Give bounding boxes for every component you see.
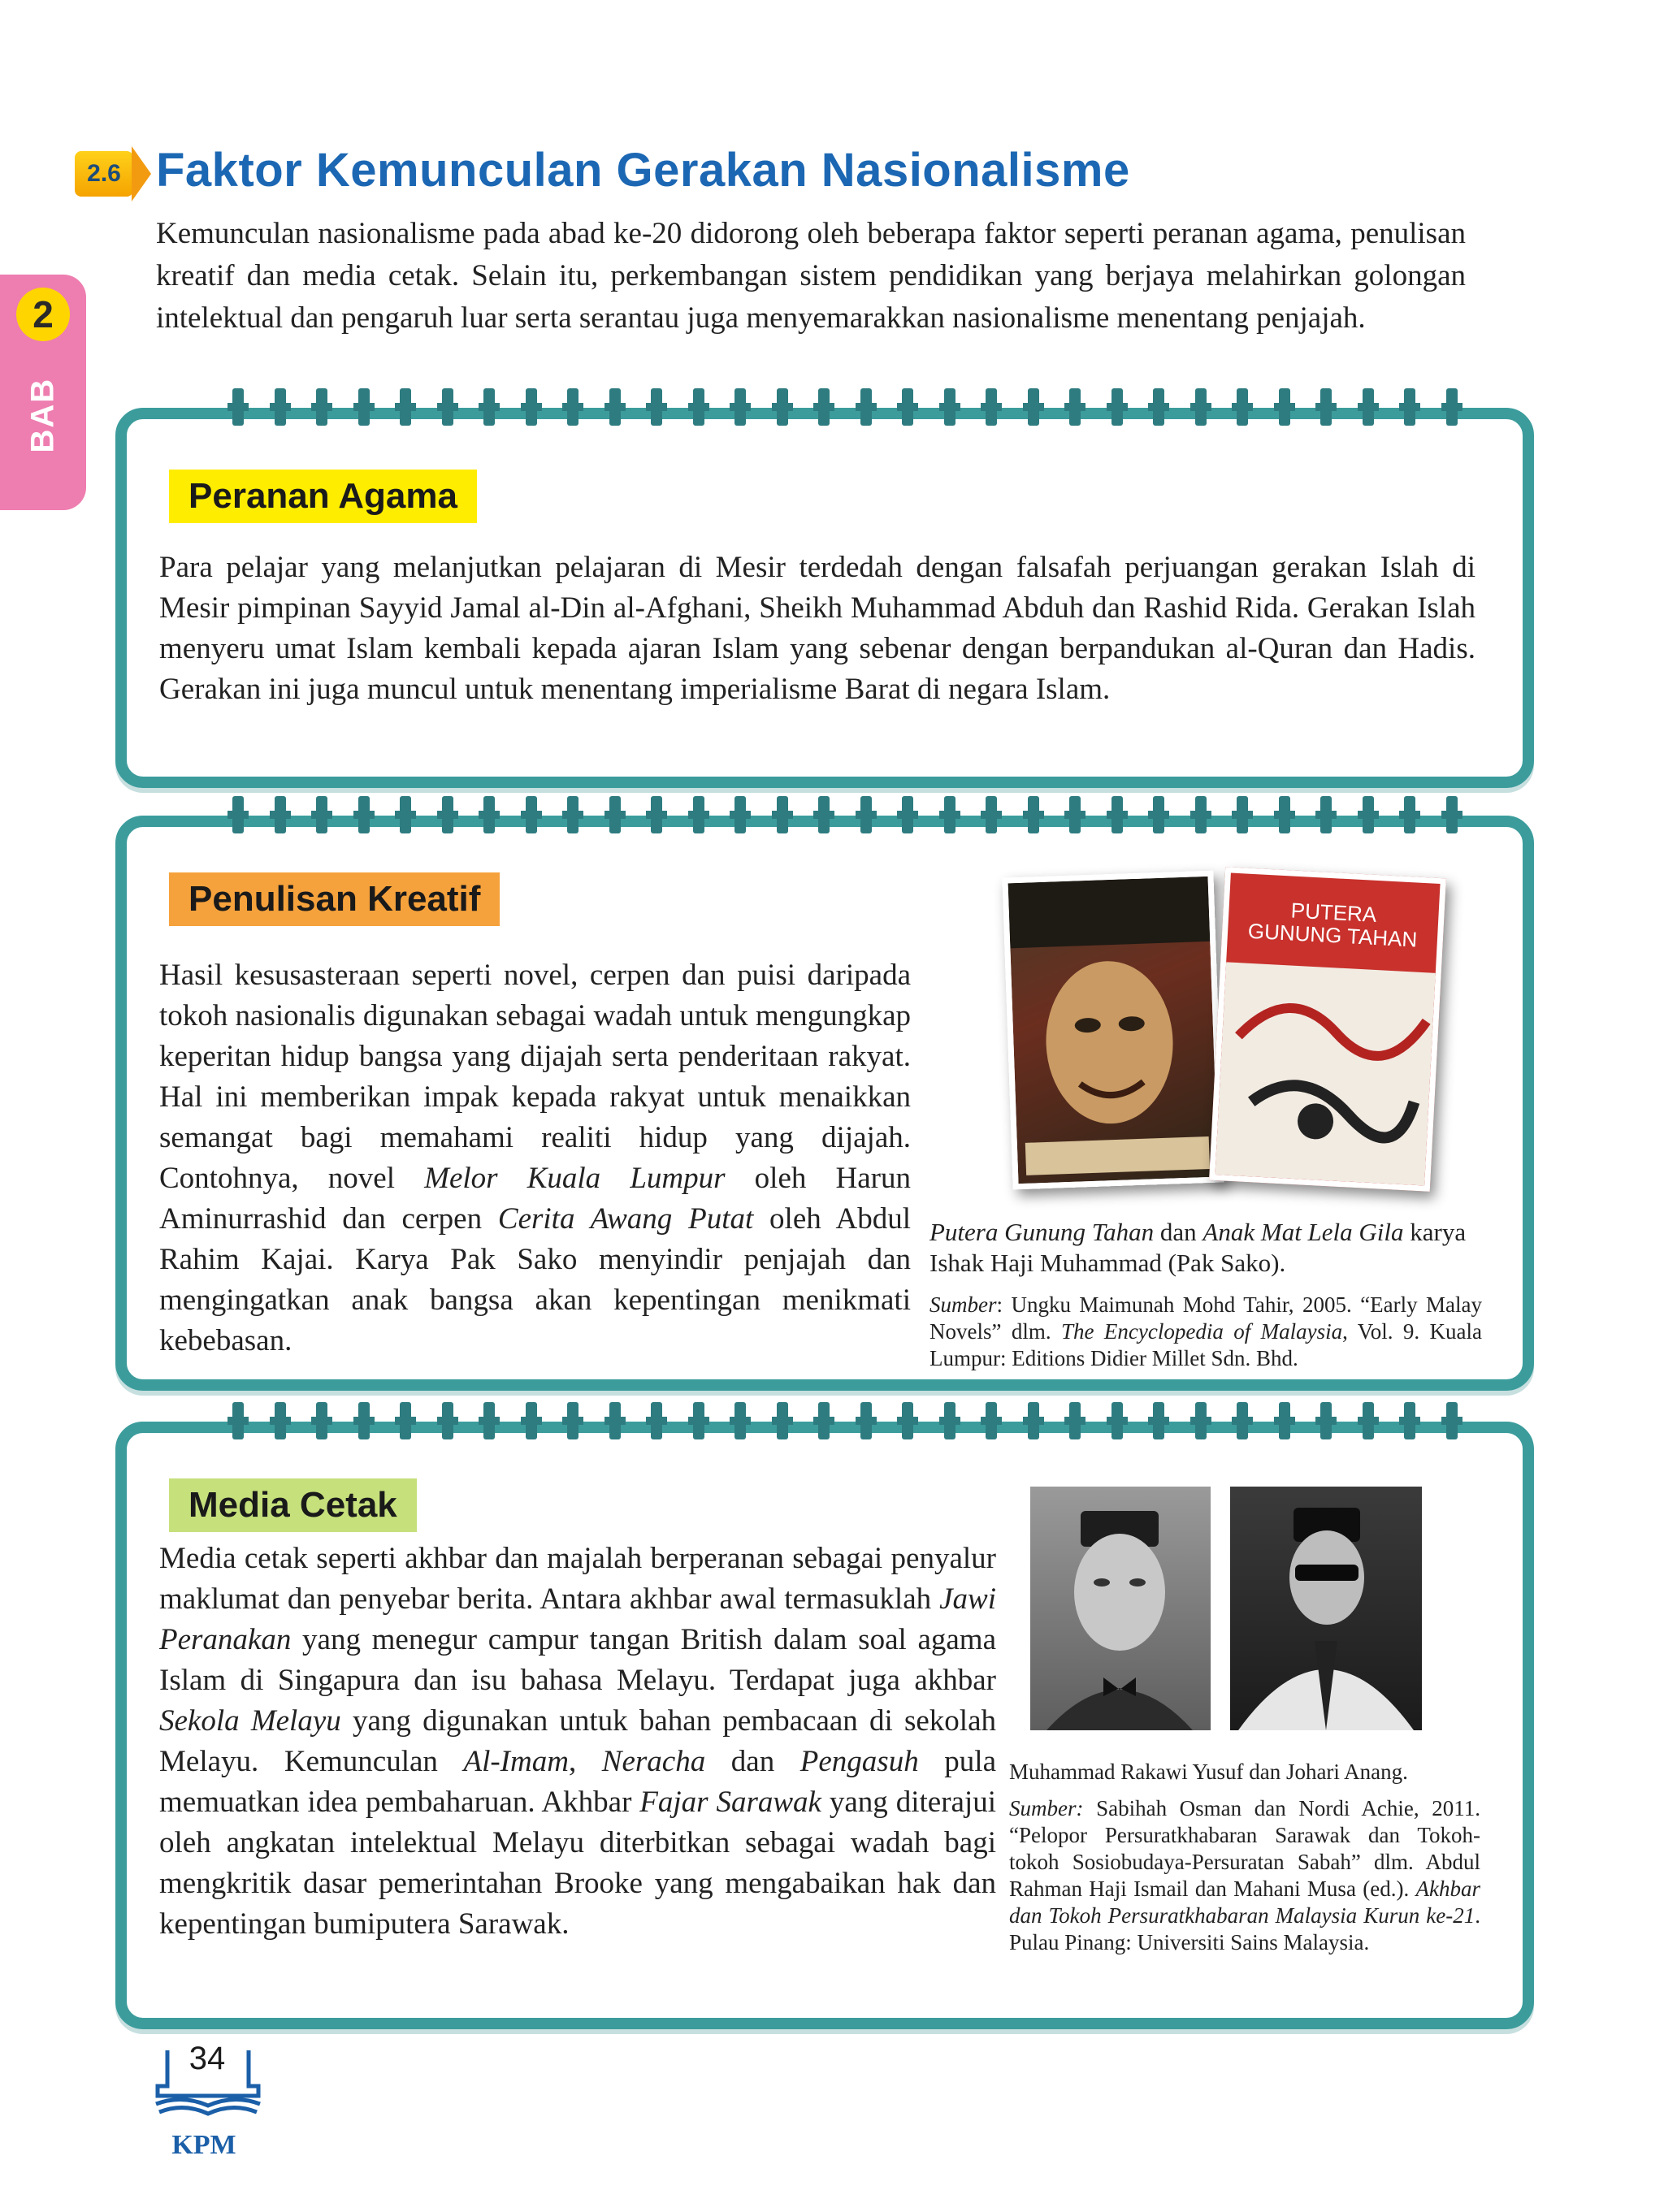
notebook-rings <box>232 1402 1458 1439</box>
chapter-tab[interactable] <box>0 275 86 510</box>
media-cetak-text: Media cetak seperti akhbar dan majalah berperanan sebagai penyalur maklumat dan penyebar berita. Antara akhbar awal termasuklah Jawi Peranakan yang menegur campur tangan British dalam soal agama Islam di Singapura dan isu bahasa Melayu. Terdapat juga akhbar Sekola Melayu yang digunakan untuk bahan pembacaan di sekolah Melayu. Kemunculan Al-Imam, Neracha dan Pengasuh pula memuatkan idea pembaharuan. Akhbar Fajar Sarawak yang diterajui oleh angkatan intelektual Melayu diterbitkan sebagai wadah bagi mengkritik dasar pemerintahan Brooke yang mengabaikan hak dan kepentingan bumiputera Sarawak. <box>159 1542 996 1941</box>
photos-source: Sumber: Sabihah Osman dan Nordi Achie, 2011. “Pelopor Persuratkhabaran Sarawak dan Tokoh-tokoh Sosiobudaya-Persuratan Sabah” dlm. Abdul Rahman Haji Ismail dan Mahani Musa (ed.). Akhbar dan Tokoh Persuratkhabaran Malaysia Kurun ke-21. Pulau Pinang: Universiti Sains Malaysia. <box>1009 1796 1480 1954</box>
section-number-badge: 2.6 <box>75 151 133 197</box>
books-source: Sumber: Ungku Maimunah Mohd Tahir, 2005. “Early Malay Novels” dlm. The Encyclopedia of Malaysia, Vol. 9. Kuala Lumpur: Editions Didier Millet Sdn. Bhd. <box>930 1292 1483 1370</box>
publisher-label: KPM <box>171 2130 236 2160</box>
section-title: Faktor Kemunculan Gerakan Nasionalisme <box>156 144 1130 197</box>
box-media-cetak <box>115 1422 1534 2029</box>
book-cover-putera-gunung-tahan <box>1209 867 1446 1192</box>
photo-johari-anang <box>1230 1487 1422 1730</box>
notebook-rings <box>232 796 1458 833</box>
books-caption: Putera Gunung Tahan dan Anak Mat Lela Gila karya Ishak Haji Muhammad (Pak Sako). <box>930 1218 1467 1277</box>
chapter-number: 2 <box>16 288 70 341</box>
book-cover-anak-mat-lela-gila <box>1002 871 1224 1190</box>
box-penulisan-kreatif <box>115 816 1534 1391</box>
book-cover-title: PUTERA GUNUNG TAHAN <box>1247 898 1418 952</box>
chapter-label: BAB <box>24 377 61 453</box>
section-chevron-icon <box>132 146 151 201</box>
photos-caption: Muhammad Rakawi Yusuf dan Johari Anang. <box>1009 1760 1408 1784</box>
heading-penulisan-kreatif: Penulisan Kreatif <box>169 872 500 926</box>
heading-peranan-agama: Peranan Agama <box>169 470 477 523</box>
section-intro: Kemunculan nasionalisme pada abad ke-20 didorong oleh beberapa faktor seperti peranan agama, penulisan kreatif dan media cetak. Selain itu, perkembangan sistem pendidikan yang berjaya melahirkan golongan intelektual dan pengaruh luar serta serantau juga menyemarakkan nasionalisme menentang penjajah. <box>156 217 1466 335</box>
page-number: 34 <box>188 2041 226 2076</box>
heading-media-cetak: Media Cetak <box>169 1478 417 1532</box>
peranan-agama-text: Para pelajar yang melanjutkan pelajaran di Mesir terdedah dengan falsafah perjuangan gerakan Islah di Mesir pimpinan Sayyid Jamal al-Din al-Afghani, Sheikh Muhammad Abduh dan Rashid Rida. Gerakan Islah menyeru umat Islam kembali kepada ajaran Islam yang sebenar dengan berpandukan al-Quran dan Hadis. Gerakan ini juga muncul untuk menentang imperialisme Barat di negara Islam. <box>159 551 1476 706</box>
box-peranan-agama <box>115 408 1534 788</box>
notebook-rings <box>232 388 1458 426</box>
penulisan-kreatif-text: Hasil kesusasteraan seperti novel, cerpen dan puisi daripada tokoh nasionalis digunakan sebagai wadah untuk mengungkap keperitan hidup bangsa yang dijajah serta penderitaan rakyat. Hal ini memberikan impak kepada rakyat untuk menaikkan semangat bagi memahami realiti hidup yang dijajah. Contohnya, novel Melor Kuala Lumpur oleh Harun Aminurrashid dan cerpen Cerita Awang Putat oleh Abdul Rahim Kajai. Karya Pak Sako menyindir penjajah dan mengingatkan anak bangsa akan kepentingan menikmati kebebasan. <box>159 959 911 1357</box>
photo-muhammad-rakawi-yusuf <box>1030 1487 1211 1730</box>
